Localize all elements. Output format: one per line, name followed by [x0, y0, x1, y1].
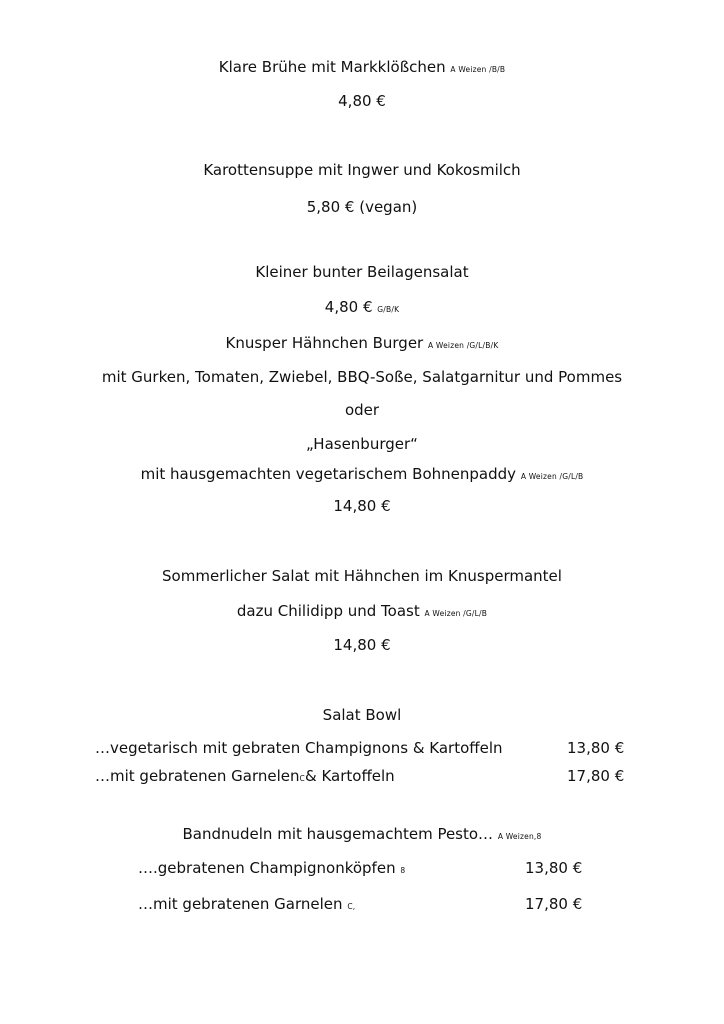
allergen-note: C,	[347, 902, 356, 911]
allergen-note: A Weizen,8	[497, 832, 542, 841]
dish-name: Klare Brühe mit Markklößchen	[218, 58, 446, 76]
pasta-item-label	[138, 858, 405, 881]
section-title-bandnudeln	[0, 824, 724, 847]
dish-price: 5,80 € (vegan)	[306, 198, 418, 216]
bowl-item-label-a: …mit gebratenen Garnelen	[95, 767, 300, 785]
dish-sommersalat: Sommerlicher Salat mit Hähnchen im Knuspermantel	[162, 567, 562, 585]
pasta-item-text: ….gebratenen Champignonköpfen	[138, 859, 396, 877]
allergen-note: A Weizen /B/B	[450, 65, 506, 74]
bowl-item-price: 13,80 €	[567, 739, 625, 757]
dish-beilagensalat: Kleiner bunter Beilagensalat	[255, 263, 469, 281]
dish-description: mit Gurken, Tomaten, Zwiebel, BBQ-Soße, Salatgarnitur und Pommes	[101, 368, 623, 386]
allergen-note: C	[299, 774, 305, 783]
bowl-item-label	[95, 766, 395, 789]
dish-price: 4,80 €	[338, 92, 386, 110]
section-title: Bandnudeln mit hausgemachtem Pesto…	[182, 825, 494, 843]
dish-burger	[0, 333, 724, 356]
dish-name: Knusper Hähnchen Burger	[225, 334, 424, 352]
dish-price: 14,80 €	[333, 636, 391, 654]
dish-karottensuppe: Karottensuppe mit Ingwer und Kokosmilch	[203, 161, 521, 179]
allergen-note: G/B/K	[377, 305, 400, 314]
pasta-item-price: 17,80 €	[525, 895, 583, 913]
dish-price-line	[0, 297, 724, 320]
dish-description	[0, 601, 724, 624]
allergen-note: A Weizen /G/L/B	[520, 472, 584, 481]
pasta-item-price: 13,80 €	[525, 859, 583, 877]
pasta-item-label	[138, 894, 355, 917]
dish-price: 4,80 €	[324, 298, 373, 316]
bowl-item-label: …vegetarisch mit gebraten Champignons & Kartoffeln	[95, 739, 503, 757]
bowl-item-label-b: & Kartoffeln	[304, 767, 395, 785]
allergen-note: 8	[400, 866, 406, 875]
dish-hasenburger: „Hasenburger“	[306, 435, 418, 453]
allergen-note: A Weizen /G/L/B/K	[428, 341, 499, 350]
dish-klare-bruehe	[0, 57, 724, 80]
allergen-note: A Weizen /G/L/B	[424, 609, 488, 618]
pasta-item-text: …mit gebratenen Garnelen	[138, 895, 343, 913]
dish-price: 14,80 €	[333, 497, 391, 515]
bowl-item-price: 17,80 €	[567, 767, 625, 785]
section-title-salat-bowl: Salat Bowl	[322, 706, 402, 724]
dish-description-text: mit hausgemachten vegetarischem Bohnenpaddy	[140, 465, 517, 483]
dish-description	[0, 464, 724, 487]
or-separator: oder	[344, 401, 380, 419]
dish-description-text: dazu Chilidipp und Toast	[236, 602, 420, 620]
